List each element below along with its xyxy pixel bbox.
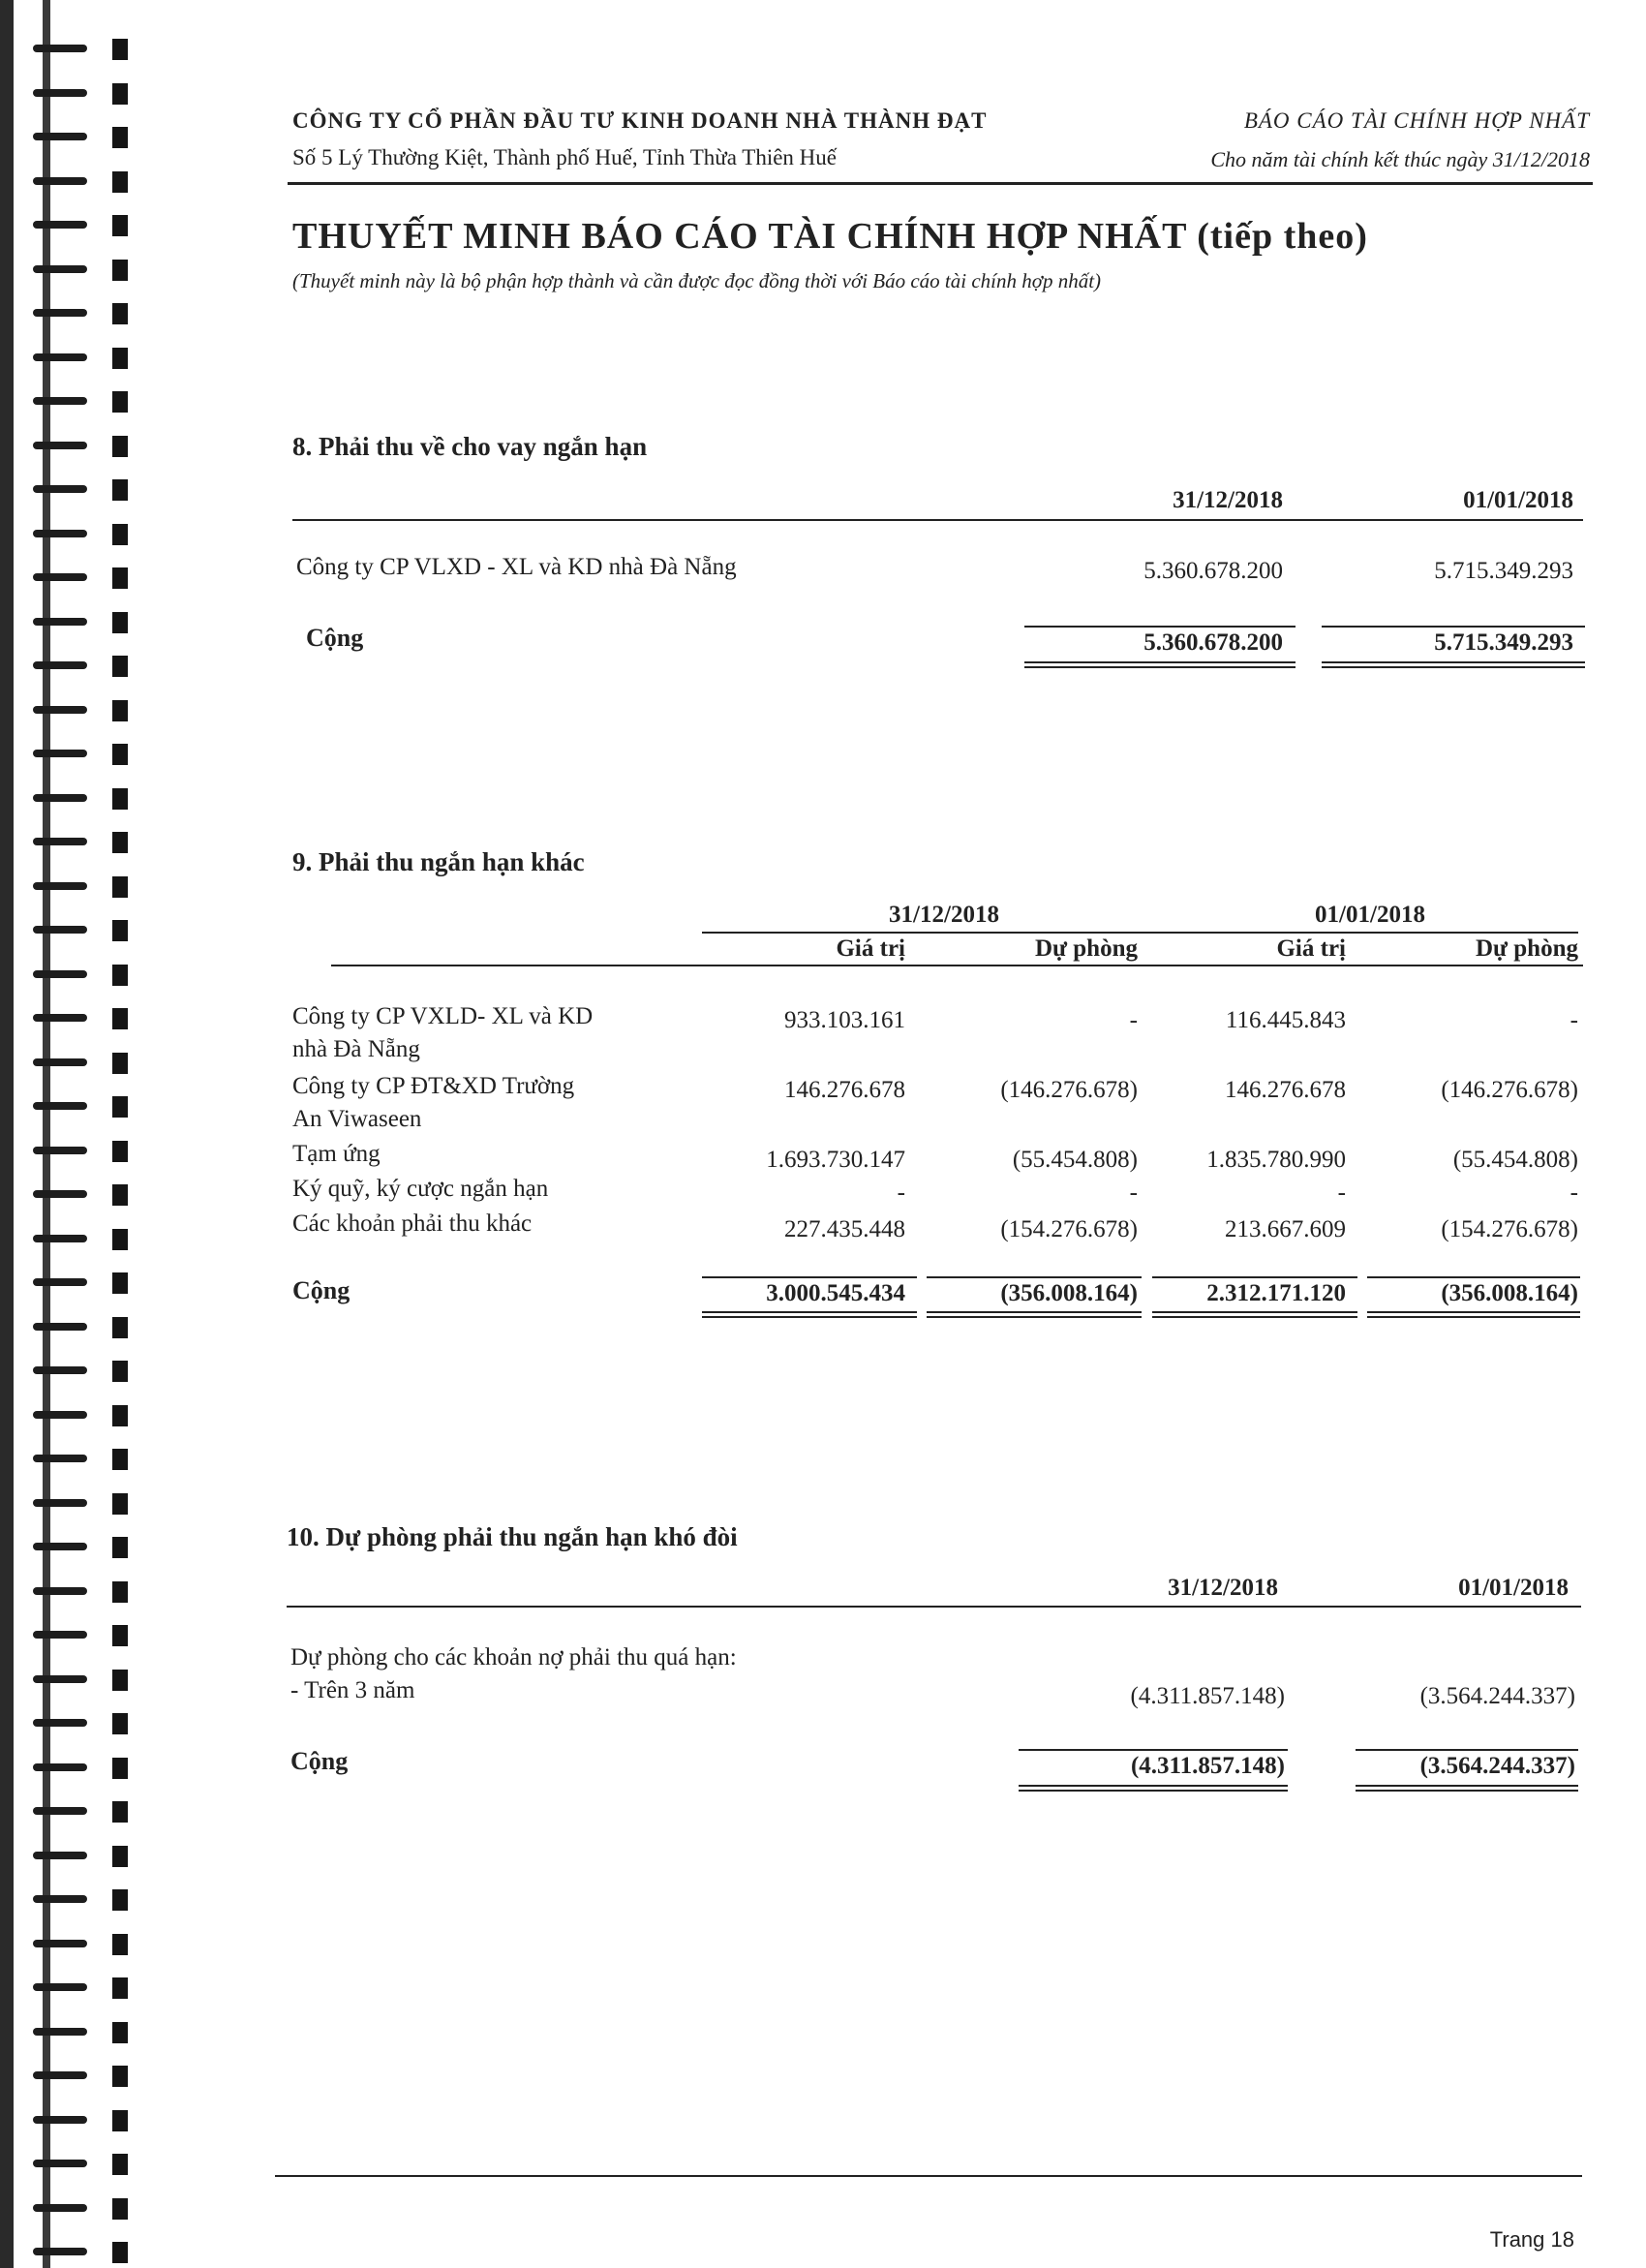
section-9-row-value-2018: 1.693.730.147: [766, 1147, 905, 1173]
section-9-row-provision-2018: (146.276.678): [1000, 1077, 1138, 1103]
page-number: Trang 18: [1489, 2227, 1574, 2252]
section-9-row-label: Công ty CP VXLD- XL và KD: [292, 1003, 594, 1029]
binding-coil: [33, 1758, 105, 1779]
section-8-row-value-2017: 5.715.349.293: [1434, 558, 1573, 584]
section-9-row-provision-2018: -: [1129, 1007, 1138, 1033]
section-8-col-2017: 01/01/2018: [1463, 487, 1573, 513]
binding-coil: [33, 1184, 105, 1206]
section-9-total-label: Cộng: [292, 1276, 351, 1304]
section-10-total-2018: (4.311.857.148): [1130, 1753, 1285, 1779]
binding-coil: [33, 567, 105, 589]
section-9-total-double-rule-3: [1152, 1311, 1357, 1318]
section-9-row-provision-2017: (146.276.678): [1441, 1077, 1578, 1103]
section-9-total-double-rule-1: [702, 1311, 917, 1318]
section-8-title: 8. Phải thu về cho vay ngắn hạn: [292, 432, 648, 461]
section-9-row-provision-2017: (55.454.808): [1452, 1147, 1578, 1173]
section-9-row-provision-2018: -: [1129, 1180, 1138, 1206]
binding-coil: [33, 2110, 105, 2131]
section-9-row-value-2017: 146.276.678: [1225, 1077, 1346, 1103]
section-9-group-2018: 31/12/2018: [889, 902, 999, 928]
binding-coil: [33, 920, 105, 941]
binding-coil: [33, 744, 105, 765]
company-address: Số 5 Lý Thường Kiệt, Thành phố Huế, Tỉnh Thừa Thiên Huế: [292, 145, 837, 169]
section-9-row-value-2018: 146.276.678: [784, 1077, 905, 1103]
section-9-row-label-cont: An Viwaseen: [292, 1106, 422, 1132]
section-10-total-top-rule-2: [1356, 1749, 1578, 1751]
section-8-header-rule: [292, 519, 1583, 521]
section-9-row-value-2017: -: [1337, 1180, 1346, 1206]
page-subtitle: (Thuyết minh này là bộ phận hợp thành và cần được đọc đồng thời với Báo cáo tài chính hợp nhất): [292, 269, 1102, 292]
section-8-total-top-rule-2: [1322, 626, 1585, 628]
binding-coil: [33, 2198, 105, 2220]
section-9-row-label-cont: nhà Đà Nẵng: [292, 1036, 420, 1062]
section-9-row-label: Công ty CP ĐT&XD Trường: [292, 1073, 575, 1099]
section-9-row-value-2017: 213.667.609: [1225, 1216, 1346, 1242]
binding-coil: [33, 1449, 105, 1470]
binding-coil: [33, 876, 105, 898]
section-9-row-value-2018: 933.103.161: [784, 1007, 905, 1033]
binding-coil: [33, 1229, 105, 1250]
section-8-total-double-rule-2: [1322, 661, 1585, 668]
binding-coil: [33, 39, 105, 60]
section-8-row-value-2018: 5.360.678.200: [1143, 558, 1283, 584]
section-10-col-2017: 01/01/2018: [1458, 1575, 1569, 1601]
binding-coil: [33, 260, 105, 281]
section-9-col-value-2018: Giá trị: [836, 935, 905, 962]
section-9-row-label: Tạm ứng: [292, 1141, 381, 1167]
section-9-total-provision-2017: (356.008.164): [1441, 1280, 1578, 1306]
section-10-row-label: - Trên 3 năm: [290, 1677, 415, 1703]
section-10-total-top-rule-1: [1019, 1749, 1288, 1751]
binding-coil: [33, 1889, 105, 1911]
binding-coil: [33, 436, 105, 457]
section-10-total-label: Cộng: [290, 1747, 349, 1775]
binding-coil: [33, 479, 105, 501]
section-9-total-top-rule-1: [702, 1276, 917, 1278]
section-9-total-top-rule-4: [1367, 1276, 1580, 1278]
section-10-row-value-2017: (3.564.244.337): [1419, 1683, 1575, 1709]
section-10-total-double-rule-2: [1356, 1785, 1578, 1792]
section-9-header-rule: [331, 965, 1583, 966]
binding-coil: [33, 1581, 105, 1603]
section-8-row-label: Công ty CP VLXD - XL và KD nhà Đà Nẵng: [296, 554, 737, 580]
section-10-total-2017: (3.564.244.337): [1419, 1753, 1575, 1779]
binding-coil: [33, 1272, 105, 1294]
binding-coil: [33, 612, 105, 633]
binding-coil: [33, 1801, 105, 1823]
section-9-group-rule-1: [702, 932, 1184, 934]
section-9-title: 9. Phải thu ngắn hạn khác: [292, 847, 585, 876]
section-9-total-top-rule-2: [927, 1276, 1142, 1278]
section-10-header-rule: [287, 1606, 1581, 1608]
company-name: CÔNG TY CỔ PHẦN ĐẦU TƯ KINH DOANH NHÀ THÀNH ĐẠT: [292, 108, 988, 133]
binding-coil: [33, 788, 105, 810]
section-9-total-value-2017: 2.312.171.120: [1206, 1280, 1346, 1306]
binding-coil: [33, 1141, 105, 1162]
binding-coil: [33, 1934, 105, 1955]
binding-coil: [33, 1053, 105, 1074]
binding-coil: [33, 1317, 105, 1338]
section-9-row-provision-2017: (154.276.678): [1441, 1216, 1578, 1242]
report-period: Cho năm tài chính kết thúc ngày 31/12/2018: [1210, 147, 1590, 171]
section-9-total-top-rule-3: [1152, 1276, 1357, 1278]
binding-coil: [33, 1670, 105, 1691]
section-9-total-double-rule-4: [1367, 1311, 1580, 1318]
binding-coil: [33, 1977, 105, 1999]
section-8-total-label: Cộng: [306, 624, 364, 652]
page-title: THUYẾT MINH BÁO CÁO TÀI CHÍNH HỢP NHẤT (tiếp theo): [292, 216, 1368, 257]
section-9-row-provision-2017: -: [1570, 1180, 1578, 1206]
binding-coil: [33, 1625, 105, 1646]
section-10-row-heading: Dự phòng cho các khoản nợ phải thu quá hạn:: [290, 1644, 737, 1670]
binding-coil: [33, 700, 105, 721]
section-9-row-value-2017: 1.835.780.990: [1206, 1147, 1346, 1173]
binding-coil: [33, 832, 105, 853]
section-10-total-double-rule-1: [1019, 1785, 1288, 1792]
binding-coil: [33, 2022, 105, 2043]
section-9-group-2017: 01/01/2018: [1315, 902, 1425, 928]
section-8-total-double-rule-1: [1024, 661, 1295, 668]
binding-coil: [33, 171, 105, 193]
binding-coil: [33, 2242, 105, 2263]
section-9-total-provision-2018: (356.008.164): [1000, 1280, 1138, 1306]
section-8-col-2018: 31/12/2018: [1173, 487, 1283, 513]
binding-coil: [33, 1537, 105, 1558]
binding-coil: [33, 348, 105, 369]
binding-coil: [33, 1361, 105, 1382]
section-9-row-label: Các khoản phải thu khác: [292, 1211, 533, 1237]
section-9-col-provision-2018: Dự phòng: [1034, 935, 1138, 962]
binding-coil: [33, 524, 105, 545]
binding-coil: [33, 2066, 105, 2087]
section-9-row-value-2017: 116.445.843: [1225, 1007, 1346, 1033]
report-title: BÁO CÁO TÀI CHÍNH HỢP NHẤT: [1243, 108, 1590, 133]
section-10-col-2018: 31/12/2018: [1168, 1575, 1278, 1601]
binding-coil: [33, 1713, 105, 1734]
binding-coil: [33, 2154, 105, 2175]
binding-coil: [33, 83, 105, 105]
binding-coil: [33, 1493, 105, 1515]
section-9-row-provision-2018: (55.454.808): [1012, 1147, 1138, 1173]
section-8-total-2018: 5.360.678.200: [1143, 629, 1283, 656]
section-9-col-provision-2017: Dự phòng: [1475, 935, 1578, 962]
binding-coil: [33, 127, 105, 148]
section-9-total-value-2018: 3.000.545.434: [766, 1280, 905, 1306]
binding-coil: [33, 1096, 105, 1118]
section-8-total-2017: 5.715.349.293: [1434, 629, 1573, 656]
section-10-row-value-2018: (4.311.857.148): [1130, 1683, 1285, 1709]
section-9-row-provision-2018: (154.276.678): [1000, 1216, 1138, 1242]
binding-coil: [33, 391, 105, 413]
header-rule: [288, 182, 1593, 185]
binding-coil: [33, 965, 105, 986]
section-9-group-rule-2: [1154, 932, 1578, 934]
section-9-row-value-2018: -: [897, 1180, 905, 1206]
binding-coil: [33, 215, 105, 236]
binding-coil: [33, 656, 105, 677]
spiral-binding: [0, 0, 116, 2268]
binding-coil: [33, 303, 105, 324]
binding-coil: [33, 1008, 105, 1029]
section-9-row-value-2018: 227.435.448: [784, 1216, 905, 1242]
section-10-title: 10. Dự phòng phải thu ngắn hạn khó đòi: [287, 1522, 738, 1551]
section-9-total-double-rule-2: [927, 1311, 1142, 1318]
section-9-col-value-2017: Giá trị: [1276, 935, 1346, 962]
binding-coil: [33, 1846, 105, 1867]
footer-rule: [275, 2175, 1582, 2177]
section-9-row-provision-2017: -: [1570, 1007, 1578, 1033]
binding-coil: [33, 1405, 105, 1426]
section-8-total-top-rule-1: [1024, 626, 1295, 628]
section-9-row-label: Ký quỹ, ký cược ngắn hạn: [292, 1176, 549, 1202]
